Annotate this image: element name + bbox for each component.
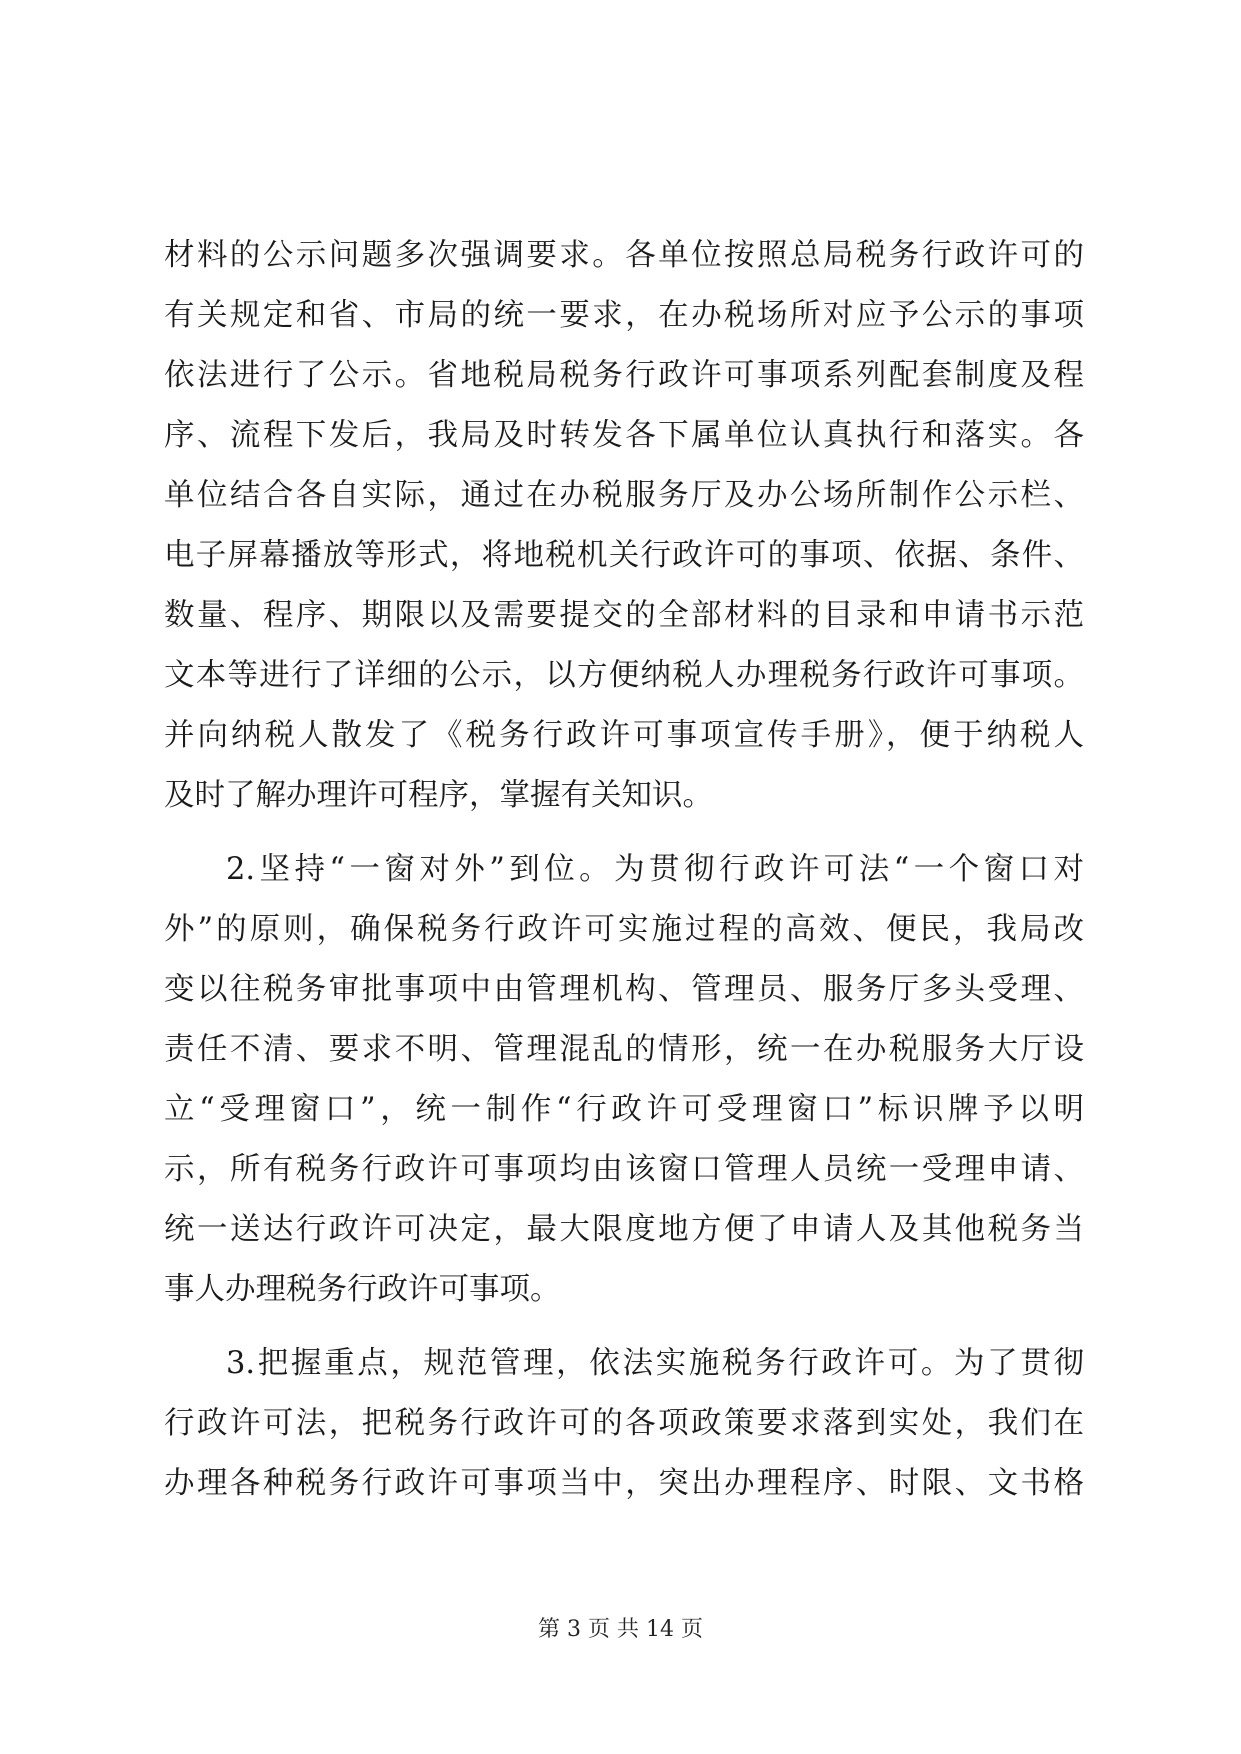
text-line: 办理各种税务行政许可事项当中，突出办理程序、时限、文书格 — [164, 1466, 1084, 1501]
text-line: 及时了解办理许可程序，掌握有关知识。 — [164, 778, 713, 813]
text-line: 电子屏幕播放等形式，将地税机关行政许可的事项、依据、条件、 — [164, 538, 1084, 573]
text-line: 行政许可法，把税务行政许可的各项政策要求落到实处，我们在 — [164, 1406, 1084, 1441]
text-line: 并向纳税人散发了《税务行政许可事项宣传手册》，便于纳税人 — [164, 718, 1084, 753]
text-line: 责任不清、要求不明、管理混乱的情形，统一在办税服务大厅设 — [164, 1032, 1084, 1067]
text-line: 统一送达行政许可决定，最大限度地方便了申请人及其他税务当 — [164, 1212, 1084, 1247]
text-line: 事人办理税务行政许可事项。 — [164, 1272, 561, 1307]
text-line: 示，所有税务行政许可事项均由该窗口管理人员统一受理申请、 — [164, 1152, 1084, 1187]
text-line: 数量、程序、期限以及需要提交的全部材料的目录和申请书示范 — [164, 598, 1084, 633]
paragraph — [164, 226, 1084, 826]
text-line: 外”的原则，确保税务行政许可实施过程的高效、便民，我局改 — [164, 912, 1084, 947]
paragraph — [164, 840, 1084, 1320]
paragraph-spacer — [164, 1320, 1084, 1334]
text-line: 材料的公示问题多次强调要求。各单位按照总局税务行政许可的 — [164, 238, 1084, 273]
paragraph-spacer — [164, 826, 1084, 840]
text-line: 3.把握重点，规范管理，依法实施税务行政许可。为了贯彻 — [226, 1346, 1084, 1381]
page-number-footer: 第 3 页 共 14 页 — [538, 1617, 703, 1642]
paragraph — [164, 1334, 1084, 1514]
text-line: 2.坚持“一窗对外”到位。为贯彻行政许可法“一个窗口对 — [226, 852, 1084, 887]
text-line: 文本等进行了详细的公示，以方便纳税人办理税务行政许可事项。 — [164, 658, 1084, 693]
text-line: 有关规定和省、市局的统一要求，在办税场所对应予公示的事项 — [164, 298, 1084, 333]
text-line: 依法进行了公示。省地税局税务行政许可事项系列配套制度及程 — [164, 358, 1084, 393]
text-line: 变以往税务审批事项中由管理机构、管理员、服务厅多头受理、 — [164, 972, 1084, 1007]
text-line: 单位结合各自实际，通过在办税服务厅及办公场所制作公示栏、 — [164, 478, 1084, 513]
document-body — [164, 226, 1084, 1514]
text-line: 序、流程下发后，我局及时转发各下属单位认真执行和落实。各 — [164, 418, 1084, 453]
text-line: 立“受理窗口”，统一制作“行政许可受理窗口”标识牌予以明 — [164, 1092, 1084, 1127]
